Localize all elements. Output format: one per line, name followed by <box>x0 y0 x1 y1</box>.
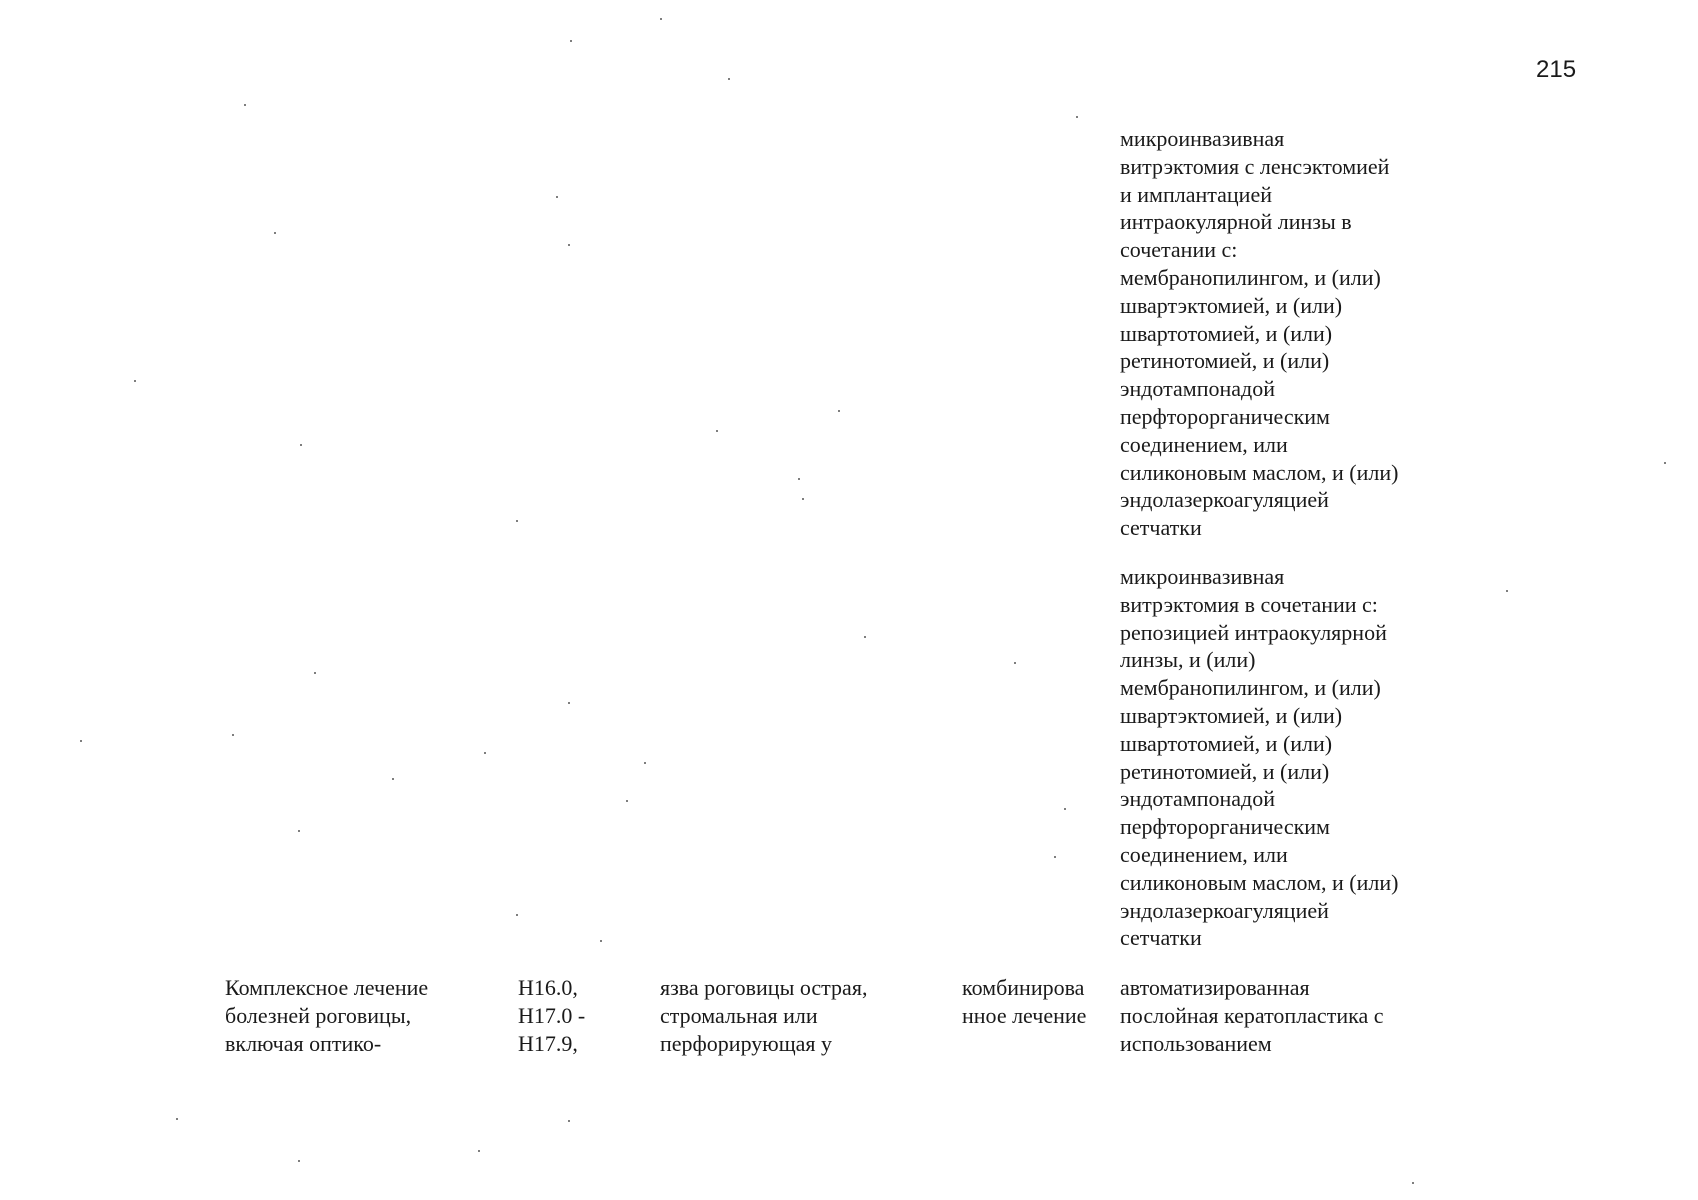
method-line: перфторорганическим <box>1120 814 1330 840</box>
scan-speck <box>1412 1182 1414 1184</box>
method-line: сетчатки <box>1120 515 1202 541</box>
name-line: включая оптико- <box>225 1030 382 1056</box>
model-line: перфорирующая у <box>660 1030 833 1056</box>
method-line: ретинотомией, и (или) <box>1120 758 1330 784</box>
name-line: Комплексное лечение <box>225 975 429 1000</box>
method-line: швартэктомией, и (или) <box>1120 292 1343 318</box>
method-line: ретинотомией, и (или) <box>1120 348 1330 374</box>
method-line: силиконовым маслом, и (или) <box>1120 459 1399 485</box>
method-line: витрэктомия с ленсэктомией <box>1120 153 1390 179</box>
treatment-method-block-2 <box>1120 563 1398 952</box>
method-line: микроинвазивная <box>1120 126 1285 151</box>
method-line: послойная кератопластика с <box>1120 1002 1384 1028</box>
scan-speck <box>1054 856 1056 858</box>
scan-speck <box>1064 808 1066 810</box>
model-line: стромальная или <box>660 1002 818 1028</box>
treatment-method-block-1 <box>1120 125 1398 542</box>
model-line: язва роговицы острая, <box>660 975 868 1000</box>
method-line: сетчатки <box>1120 925 1202 951</box>
method-line: швартотомией, и (или) <box>1120 730 1333 756</box>
scan-speck <box>798 478 800 480</box>
scan-speck <box>1014 662 1016 664</box>
method-line: швартэктомией, и (или) <box>1120 702 1343 728</box>
method-line: репозицией интраокулярной <box>1120 619 1387 645</box>
scan-speck <box>644 762 646 764</box>
code-line: H17.9, <box>518 1030 578 1056</box>
scan-speck <box>300 444 302 446</box>
method-line: линзы, и (или) <box>1120 647 1256 673</box>
row-patient-model <box>660 974 867 1057</box>
method-line: швартотомией, и (или) <box>1120 320 1333 346</box>
scan-speck <box>660 18 662 20</box>
scan-speck <box>716 430 718 432</box>
scan-speck <box>1664 462 1666 464</box>
method-line: силиконовым маслом, и (или) <box>1120 869 1399 895</box>
method-line: использованием <box>1120 1030 1272 1056</box>
code-line: H16.0, <box>518 975 578 1000</box>
method-line: перфторорганическим <box>1120 403 1330 429</box>
method-line: витрэктомия в сочетании с: <box>1120 591 1378 617</box>
scan-speck <box>516 914 518 916</box>
scan-speck <box>298 1160 300 1162</box>
scan-speck <box>728 78 730 80</box>
method-line: эндолазеркоагуляцией <box>1120 487 1329 513</box>
type-line: комбинирова <box>962 975 1085 1000</box>
scan-speck <box>516 520 518 522</box>
method-line: эндотампонадой <box>1120 786 1275 812</box>
scan-speck <box>134 380 136 382</box>
code-line: H17.0 - <box>518 1002 586 1028</box>
method-line: микроинвазивная <box>1120 564 1285 589</box>
scan-speck <box>314 672 316 674</box>
method-line: мембранопилингом, и (или) <box>1120 264 1381 290</box>
scan-speck <box>556 196 558 198</box>
scan-speck <box>864 636 866 638</box>
method-line: эндолазеркоагуляцией <box>1120 897 1329 923</box>
method-line: эндотампонадой <box>1120 376 1275 402</box>
scan-speck <box>484 752 486 754</box>
scan-speck <box>626 800 628 802</box>
scan-speck <box>392 778 394 780</box>
scan-speck <box>568 702 570 704</box>
scan-speck <box>1076 116 1078 118</box>
type-line: нное лечение <box>962 1002 1087 1028</box>
method-line: соединением, или <box>1120 431 1288 457</box>
row-treatment-method <box>1120 974 1383 1057</box>
row-treatment-type <box>962 974 1086 1030</box>
scan-speck <box>802 498 804 500</box>
scan-speck <box>568 244 570 246</box>
scan-speck <box>1506 590 1508 592</box>
row-diagnosis-codes <box>518 974 585 1057</box>
scan-speck <box>838 410 840 412</box>
scan-speck <box>244 104 246 106</box>
scan-speck <box>80 740 82 742</box>
page-number: 215 <box>1536 56 1577 83</box>
method-line: мембранопилингом, и (или) <box>1120 675 1381 701</box>
scan-speck <box>570 40 572 42</box>
scan-speck <box>232 734 234 736</box>
name-line: болезней роговицы, <box>225 1002 412 1028</box>
method-line: и имплантацией <box>1120 181 1272 207</box>
row-profile-name <box>225 974 428 1057</box>
scan-speck <box>568 1120 570 1122</box>
method-line: сочетании с: <box>1120 237 1238 263</box>
scan-speck <box>478 1150 480 1152</box>
method-line: соединением, или <box>1120 841 1288 867</box>
scan-speck <box>600 940 602 942</box>
method-line: автоматизированная <box>1120 975 1310 1000</box>
method-line: интраокулярной линзы в <box>1120 209 1352 235</box>
scan-speck <box>274 232 276 234</box>
scan-speck <box>298 830 300 832</box>
scan-speck <box>176 1118 178 1120</box>
